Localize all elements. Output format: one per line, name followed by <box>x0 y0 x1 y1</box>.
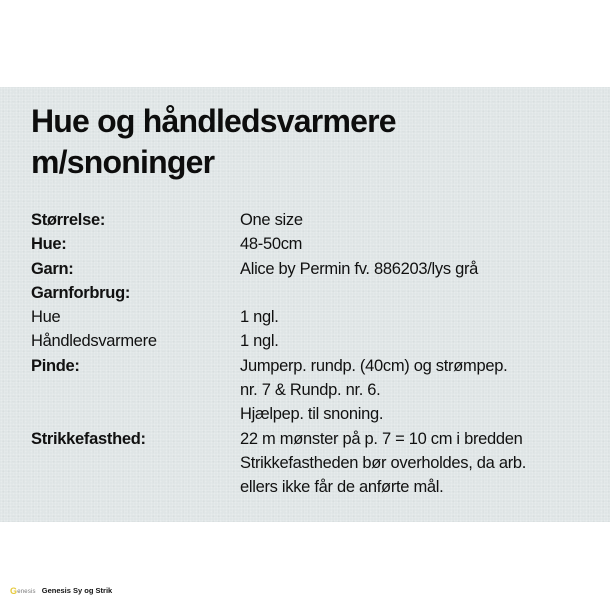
spec-value-line: Strikkefastheden bør overholdes, da arb. <box>240 453 527 472</box>
spec-row-gauge <box>31 427 591 500</box>
pattern-title <box>31 101 396 183</box>
spec-row-usage-wristwarmers <box>31 329 591 353</box>
genesis-logo-icon <box>10 584 36 596</box>
spec-value-line: 22 m mønster på p. 7 = 10 cm i bredden <box>240 429 523 448</box>
spec-label: Pinde: <box>31 356 80 375</box>
spec-label: Garnforbrug: <box>31 283 131 302</box>
title-line-2: m/snoninger <box>31 144 215 180</box>
spec-label: Hue <box>31 308 61 327</box>
spec-label: Størrelse: <box>31 211 106 229</box>
spec-row-usage-hat <box>31 305 591 329</box>
spec-row-yarn <box>31 257 591 281</box>
spec-value-line: Alice by Permin fv. 886203/lys grå <box>240 259 479 278</box>
specs-table <box>31 208 591 500</box>
spec-value-line: Jumperp. rundp. (40cm) og strømpep. <box>240 356 508 375</box>
spec-value-line: 48-50cm <box>240 235 303 254</box>
spec-value-line: Hjælpep. til snoning. <box>240 405 384 424</box>
spec-row-hat <box>31 232 591 256</box>
spec-value-line: ellers ikke får de anførte mål. <box>240 478 444 497</box>
spec-value <box>240 329 591 353</box>
logo-text: enesis <box>17 589 36 595</box>
spec-row-yarn-usage <box>31 281 591 305</box>
spec-value <box>240 257 591 281</box>
spec-label: Hue: <box>31 235 67 254</box>
spec-value <box>240 208 591 232</box>
spec-value-line: 1 ngl. <box>240 308 279 327</box>
spec-value-line: One size <box>240 211 303 229</box>
spec-value-line: nr. 7 & Rundp. nr. 6. <box>240 381 381 400</box>
spec-label: Garn: <box>31 259 74 278</box>
brand-name: Genesis Sy og Strik <box>41 585 113 595</box>
spec-row-needles <box>31 354 591 427</box>
title-line-1: Hue og håndledsvarmere <box>31 103 396 139</box>
spec-value-line: 1 ngl. <box>240 332 279 351</box>
logo-initial: G <box>10 586 18 596</box>
spec-value <box>240 232 591 256</box>
spec-value <box>240 427 591 500</box>
spec-row-size <box>31 208 591 232</box>
spec-value <box>240 354 591 427</box>
spec-label: Håndledsvarmere <box>31 332 157 351</box>
spec-value <box>240 305 591 329</box>
spec-label: Strikkefasthed: <box>31 429 146 448</box>
footer-brand <box>10 584 112 596</box>
